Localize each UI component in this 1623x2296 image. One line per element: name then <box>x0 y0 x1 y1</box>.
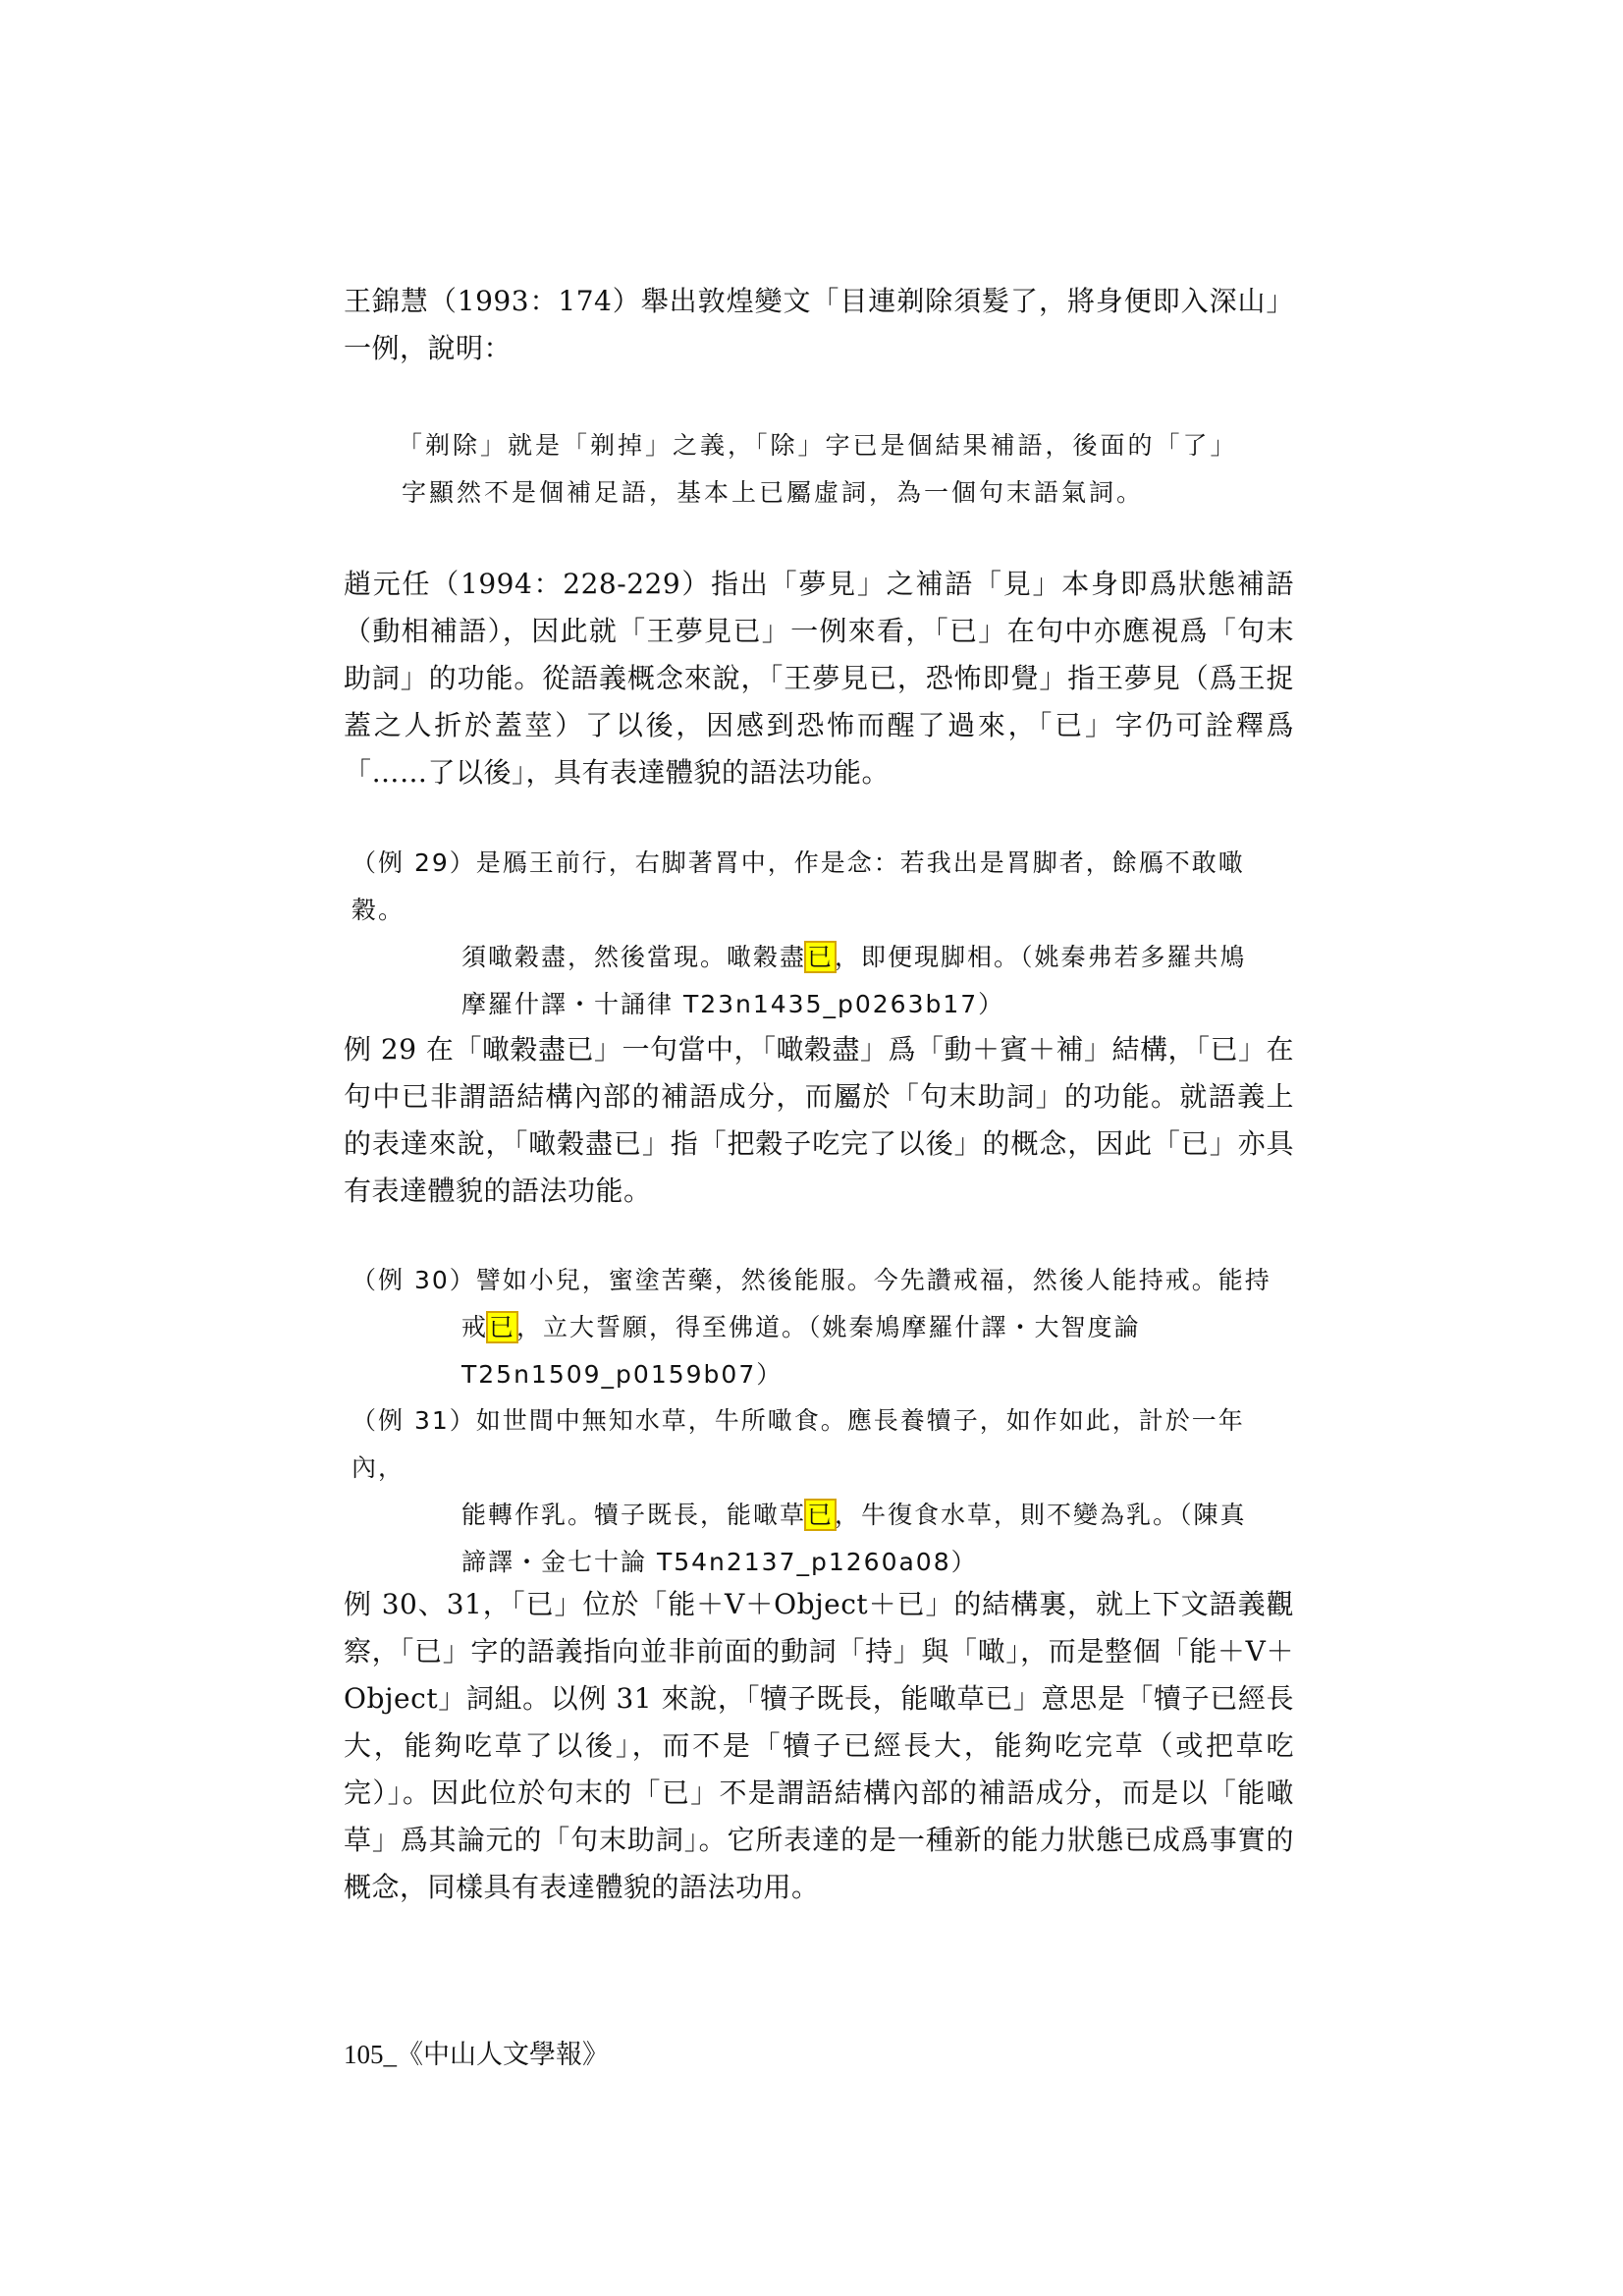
example-line: 諦譯・金七十論 T54n2137_p1260a08） <box>461 1548 978 1576</box>
block-quote <box>398 422 1262 517</box>
example-line: 能轉作乳。犢子既長，能噉草 <box>461 1501 807 1529</box>
example-line: 須噉穀盡，然後當現。噉穀盡 <box>461 943 807 971</box>
example-line: 摩羅什譯・十誦律 T23n1435_p0263b17） <box>461 990 1005 1018</box>
paragraph-1: 王錦慧（1993：174）舉出敦煌變文「目連剃除須髮了，將身便即入深山」一例，說明： <box>344 285 1294 364</box>
paragraph-4: 例 30、31，「已」位於「能＋V＋Object＋已」的結構裏，就上下文語義觀察，「已」字的語義指向並非前面的動詞「持」與「噉」，而是整個「能＋V＋Object」詞組。以例 31 來說，「犢子既長，能噉草已」意思是「犢子已經長大，能夠吃草了以後」，而不是「犢子已經長大，能夠吃完草（或把草吃完）」。因此位於句末的「已」不是謂語結構內部的補語成分，而是以「能噉草」爲其論元的「句末助詞」。它所表達的是一種新的能力狀態已成爲事實的概念，同樣具有表達體貌的語法功用。 <box>344 1588 1294 1903</box>
example-line: 譬如小兒，蜜塗苦藥，然後能服。今先讚戒福，然後人能持戒。能持 <box>475 1266 1271 1294</box>
example-line: 戒 <box>461 1313 489 1341</box>
example-30 <box>352 1257 1296 1398</box>
example-label: （例 30） <box>352 1266 476 1294</box>
paragraph-3: 例 29 在「噉穀盡已」一句當中，「噉穀盡」爲「動＋賓＋補」結構，「已」在句中已非謂語結構內部的補語成分，而屬於「句末助詞」的功能。就語義上的表達來說，「噉穀盡已」指「把穀子吃完了以後」的概念，因此「已」亦具有表達體貌的語法功能。 <box>344 1033 1294 1207</box>
example-line: ，立大誓願，得至佛道。（姚秦鳩摩羅什譯・大智度論 <box>516 1313 1141 1341</box>
highlighted-character: 已 <box>807 1501 835 1529</box>
example-line: T25n1509_p0159b07） <box>461 1360 784 1389</box>
example-31 <box>352 1397 1296 1586</box>
example-line: 如世間中無知水草，牛所噉食。應長養犢子，如作如此，計於一年內， <box>352 1406 1245 1482</box>
paragraph-2: 趙元任（1994：228-229）指出「夢見」之補語「見」本身即爲狀態補語（動相補語），因此就「王夢見已」一例來看，「已」在句中亦應視爲「句末助詞」的功能。從語義概念來說，「王夢見已，恐怖即覺」指王夢見（爲王捉蓋之人折於蓋莖）了以後，因感到恐怖而醒了過來，「已」字仍可詮釋爲「……了以後」，具有表達體貌的語法功能。 <box>344 568 1294 789</box>
example-line: ，即便現脚相。（姚秦弗若多羅共鳩 <box>835 943 1247 971</box>
example-line: ，牛復食水草，則不變為乳。（陳真 <box>835 1501 1247 1529</box>
quote-line-2: 字顯然不是個補足語，基本上已屬虛詞，為一個句末語氣詞。 <box>402 478 1145 507</box>
example-29 <box>352 840 1296 1028</box>
page-footer: 105_《中山人文學報》 <box>344 2040 609 2069</box>
highlighted-character: 已 <box>807 943 835 971</box>
highlighted-character: 已 <box>489 1313 516 1341</box>
example-label: （例 31） <box>352 1406 476 1435</box>
quote-line-1: 「剃除」就是「剃掉」之義，「除」字已是個結果補語，後面的「了」 <box>398 431 1238 460</box>
example-line: 是鴈王前行，右脚著罥中，作是念：若我出是罥脚者，餘鴈不敢噉穀。 <box>352 848 1245 924</box>
example-label: （例 29） <box>352 848 476 877</box>
